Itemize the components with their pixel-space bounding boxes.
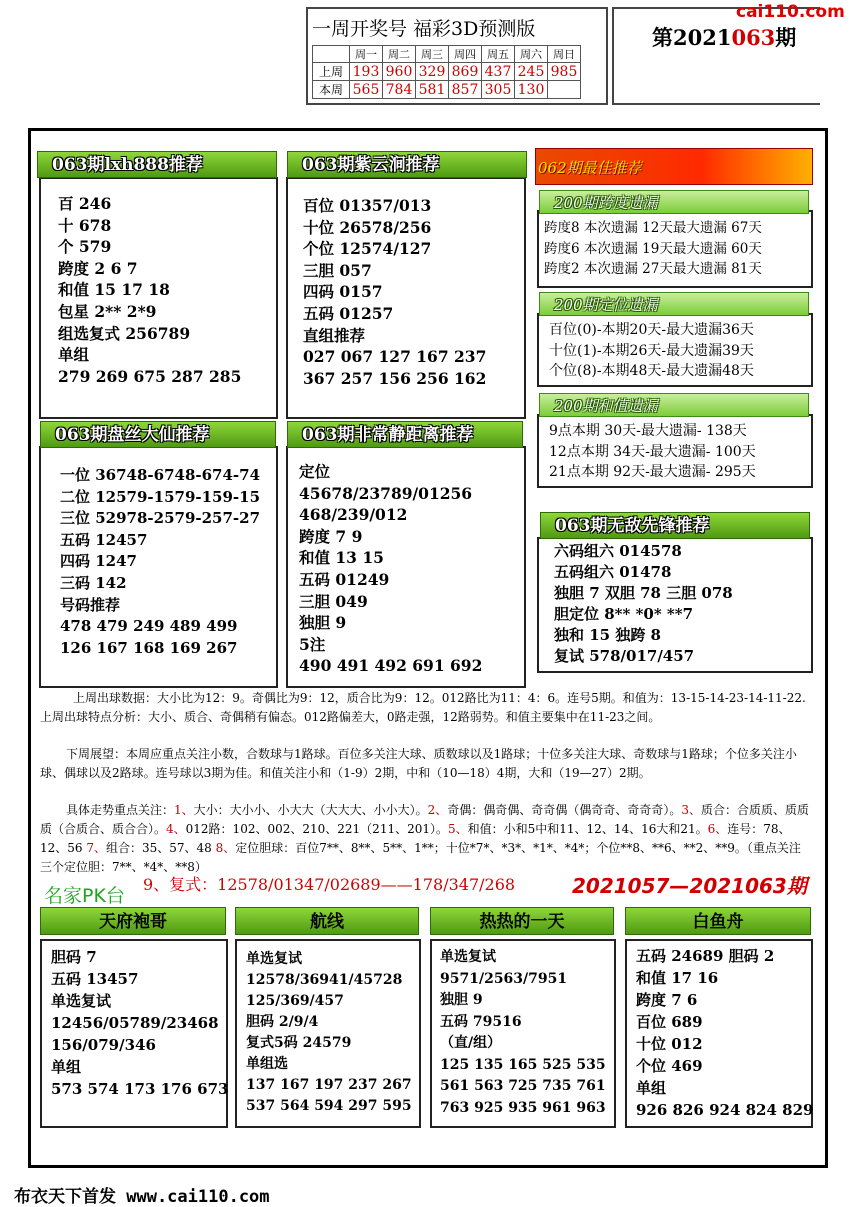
pk-body: 胆码 7 五码 13457 单选复试 12456/05789/23468 156/079/346 单组 573 574 173 176 673 [51, 948, 229, 1098]
day-cell: 周五 [482, 46, 515, 63]
pk-label: 名家PK台 [44, 885, 125, 907]
panel-body: 一位 36748-6748-674-74 二位 12579-1579-159-15 三位 52978-2579-257-27 五码 12457 四码 1247 三码 142 号码推荐 478 479 249 489 499 126 167 168 169 267 [60, 466, 261, 657]
day-cell: 周六 [515, 46, 548, 63]
panel-body: 9点本期 30天-最大遗漏- 138天 12点本期 34天-最大遗漏- 100天 21点本期 92天-最大遗漏- 295天 [549, 423, 756, 480]
analysis-text: 质合：合质质、质质质（合质合、质合合）。 [40, 803, 809, 836]
draw-number: 437 [482, 63, 515, 81]
draw-number: 581 [416, 81, 449, 99]
panel-title: 063期非常静距离推荐 [287, 421, 523, 448]
analysis-text: 具体走势重点关注： [66, 803, 175, 817]
analysis-item-number: 5、 [448, 822, 468, 836]
draw-number [548, 81, 581, 99]
panel-title: 063期紫云涧推荐 [287, 151, 527, 178]
analysis-text: 连号：78、12、56 [40, 822, 791, 855]
table-row [313, 81, 581, 99]
pk-body: 五码 24689 胆码 2 和值 17 16 跨度 7 6 百位 689 十位 012 个位 469 单组 926 826 924 824 829 [636, 947, 814, 1119]
panel-title: 200期和值遗漏 [539, 393, 809, 417]
analysis-text: 和值：小和5中和11、12、14、16大和21。 [467, 822, 708, 836]
analysis-text: 大小：大小小、小大大（大大大、小小大）。 [193, 803, 428, 817]
day-cell: 周四 [449, 46, 482, 63]
draw-number: 130 [515, 81, 548, 99]
panel-body: 百位(0)-本期20天-最大遗漏36天 十位(1)-本期26天-最大遗漏39天 个位(8)-本期48天-最大遗漏48天 [549, 322, 754, 379]
analysis-outlook: 下周展望：本周应重点关注小数，合数球与1路球。百位多关注大球、质数球以及1路球；十位多关注大球、奇数球与1路球；个位多关注小球、偶球以及2路球。连号球以3期为佳。和值关注小和（1-9）2期，中和（10—18）4期，大和（19—27）2期。 [40, 747, 797, 780]
panel-title: 063期无敌先锋推荐 [540, 512, 810, 539]
analysis-item-number: 4、 [166, 822, 186, 836]
draw-number: 985 [548, 63, 581, 81]
row-label: 上周 [313, 63, 350, 81]
panel-title: 200期跨度遗漏 [539, 190, 809, 214]
day-cell: 周一 [350, 46, 383, 63]
pk-title: 热热的一天 [430, 907, 614, 935]
draw-number: 784 [383, 81, 416, 99]
panel-body: 百位 01357/013 十位 26578/256 个位 12574/127 三胆 057 四码 0157 五码 01257 直组推荐 027 067 127 167 237 367 257 156 256 162 [303, 196, 487, 388]
analysis-item-number: 8、 [215, 841, 236, 855]
analysis-trend [40, 801, 812, 877]
weekly-draw-table [312, 45, 581, 99]
best-title: 062期最佳推荐 [538, 159, 642, 177]
footer-text: 布衣天下首发 www.cai110.com [14, 1187, 270, 1207]
panel-body: 跨度8 本次遗漏 12天最大遗漏 67天 跨度6 本次遗漏 19天最大遗漏 60天 跨度2 本次遗漏 27天最大遗漏 81天 [544, 220, 762, 277]
row-label: 本周 [313, 81, 350, 99]
day-cell: 周日 [548, 46, 581, 63]
analysis-text: 定位胆球：百位7**、8**、5**、1**；十位*7*、*3*、*1*、*4*；个位**8、**6、**2、**9。（重点关注三个定位胆：7**、*4*、**8） [40, 841, 801, 874]
pk-title: 航线 [235, 907, 419, 935]
panel-title: 063期lxh888推荐 [37, 151, 277, 178]
pk-body: 单选复试 12578/36941/45728 125/369/457 胆码 2/9/4 复式5码 24579 单组选 137 167 197 237 267 537 564 594 297 595 [246, 951, 412, 1114]
draw-number: 565 [350, 81, 383, 99]
draw-number: 329 [416, 63, 449, 81]
fushi-line: 9、复式：12578/01347/02689——178/347/268 [143, 875, 516, 894]
analysis-item-number: 1、 [174, 803, 194, 817]
analysis-last-week: 上周出球数据：大小比为12：9。奇偶比为9：12，质合比为9：12。012路比为11：4：6。连号5期。和值为：13-15-14-23-14-11-22.上周出球特点分析：大小、质合、奇偶稍有偏态。012路偏差大，0路走强，12路弱势。和值主要集中在11-23之间。 [40, 691, 806, 724]
pk-title: 天府袍哥 [40, 907, 226, 935]
period-title: 第2021063期 [652, 25, 797, 50]
panel-title: 200期定位遗漏 [539, 292, 809, 316]
draw-number: 857 [449, 81, 482, 99]
table-header-row [313, 46, 581, 63]
analysis-text: 奇偶：偶奇偶、奇奇偶（偶奇奇、奇奇奇）。 [447, 803, 682, 817]
analysis-item-number: 3、 [681, 803, 701, 817]
pk-body: 单选复试 9571/2563/7951 独胆 9 五码 79516 （直/组） 125 135 165 525 535 561 563 725 735 761 763 925 935 961 963 [440, 949, 606, 1116]
site-logo[interactable]: cai110.com [736, 2, 845, 22]
draw-number: 193 [350, 63, 383, 81]
draw-number: 960 [383, 63, 416, 81]
panel-body: 百 246 十 678 个 579 跨度 2 6 7 和值 15 17 18 包星 2** 2*9 组选复式 256789 单组 279 269 675 287 285 [58, 194, 242, 386]
analysis-text: 012路：102、002、210、221（211、201）。 [185, 822, 448, 836]
weekly-draw-title: 一周开奖号 福彩3D预测版 [312, 18, 536, 40]
panel-title: 063期盘丝大仙推荐 [40, 421, 276, 448]
table-row [313, 63, 581, 81]
pk-title: 白鱼舟 [625, 907, 811, 935]
draw-number: 245 [515, 63, 548, 81]
analysis-item-number: 7、 [86, 841, 106, 855]
draw-number: 305 [482, 81, 515, 99]
panel-body: 定位 45678/23789/01256 468/239/012 跨度 7 9 和值 13 15 五码 01249 三胆 049 独胆 9 5注 490 491 492 691 692 [299, 462, 483, 676]
draw-number: 869 [449, 63, 482, 81]
analysis-text: 组合：35、57、48 [106, 841, 216, 855]
day-cell: 周三 [416, 46, 449, 63]
day-cell: 周二 [383, 46, 416, 63]
period-range: 2021057—2021063期 [572, 874, 807, 898]
analysis-item-number: 6、 [707, 822, 728, 836]
panel-body: 六码组六 014578 五码组六 01478 独胆 7 双胆 78 三胆 078 胆定位 8** *0* **7 独和 15 独跨 8 复试 578/017/457 [554, 542, 733, 665]
analysis-item-number: 2、 [427, 803, 448, 817]
